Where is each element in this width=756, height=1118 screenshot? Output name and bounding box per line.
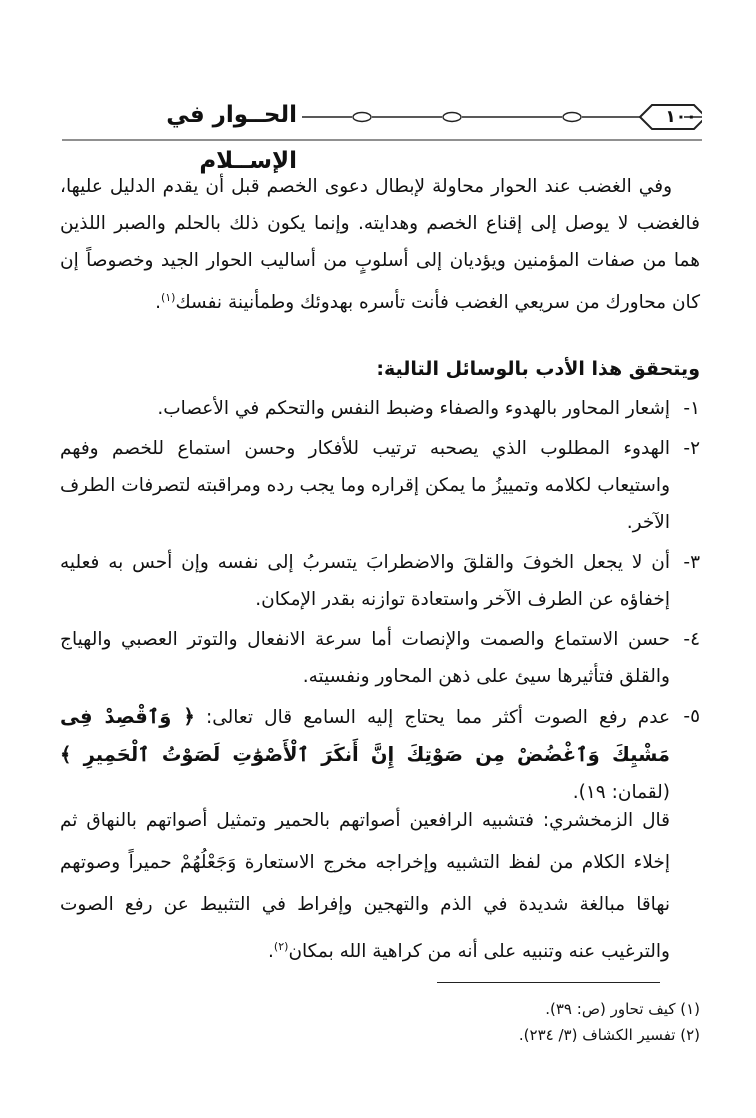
footnotes — [60, 996, 700, 1048]
list-item-5 — [60, 698, 700, 811]
verse-citation: (لقمان: ١٩). — [572, 782, 670, 803]
list-item-text: أن لا يجعل الخوفَ والقلقَ والاضطرابَ يتسربُ إلى نفسه وإن أحس به فعليه إخفاؤه عن الطرف الآخر واستعادة توازنه بقدر الإمكان. — [60, 552, 670, 610]
list-item-number: ٣- — [683, 552, 700, 573]
footnote-2: (٢) تفسير الكشاف (٣/ ٢٣٤). — [518, 1026, 700, 1044]
page-header — [62, 92, 702, 174]
list-item — [60, 621, 700, 695]
footnote-1: (١) كيف تحاور (ص: ٣٩). — [545, 1000, 700, 1018]
zamakhshari-quote — [60, 800, 670, 973]
quran-verse: ﴿ وَٱقْصِدْ فِى مَشْيِكَ وَٱغْضُضْ مِن صَوْتِكَ إِنَّ أَنكَرَ ٱلْأَصْوَٰتِ لَصَوْتُ ٱلْحَمِيرِ ﴾ — [60, 705, 670, 766]
list-item — [60, 544, 700, 618]
list-item-number: ٢- — [683, 438, 700, 459]
item5-intro: عدم رفع الصوت أكثر مما يحتاج إليه السامع قال تعالى: — [205, 707, 670, 728]
page-number: ١٠٠ — [665, 107, 697, 127]
footnote-ref-1: (١) — [160, 291, 176, 304]
paragraph-1-text: وفي الغضب عند الحوار محاولة لإبطال دعوى الخصم قبل أن يقدم الدليل عليها، فالغضب لا يوصل إلى إقناع الخصم وهدايته. وإنما يكون ذلك بالحلم والصبر اللذين هما من صفات المؤمنين ويؤديان إلى أسلوبٍ من أساليب الحوار الجيد وخصوصاً إن كان محاورك من سريعي الغضب فأنت تأسره بهدوئك وطمأنينة نفسك — [60, 176, 700, 314]
running-title: الحــوار في الإســلام — [166, 102, 297, 174]
section-heading: ويتحقق هذا الأدب بالوسائل التالية: — [376, 358, 700, 380]
paragraph-1 — [60, 168, 700, 321]
list-item-number: ٥- — [683, 706, 700, 727]
list-item-text: الهدوء المطلوب الذي يصحبه ترتيب للأفكار وحسن استماع للخصم وفهم واستيعاب لكلامه وتمييزُ ما يمكن إقراره وما يجب رده ومراقبته لتصرفات الطرف الآخر. — [60, 438, 670, 533]
list-item — [60, 430, 700, 541]
list-item-text: حسن الاستماع والصمت والإنصات أما سرعة الانفعال والتوتر العصبي والهياج والقلق فتأثيرها سيئ على ذهن المحاور ونفسيته. — [60, 629, 670, 687]
means-list — [60, 390, 700, 814]
quote-text: قال الزمخشري: فتشبيه الرافعين أصواتهم بالحمير وتمثيل أصواتهم بالنهاق ثم إخلاء الكلام من لفظ التشبيه وإخراجه مخرج الاستعارة وَجَعْلُهُمْ حميراً وصوتهم نهاقا مبالغة شديدة في الذم والتهجين وإفراط في التثبيط عن رفع الصوت والترغيب عنه وتنبيه على أنه من كراهية الله بمكان — [60, 810, 670, 963]
list-item — [60, 390, 700, 427]
list-item-number: ٤- — [683, 629, 700, 650]
footnote-divider — [437, 982, 660, 983]
quote-end: . — [268, 941, 274, 963]
footnote-ref-2: (٢) — [273, 940, 289, 953]
list-item-number: ١- — [683, 398, 700, 419]
paragraph-1-end: . — [155, 292, 161, 314]
list-item-text — [60, 698, 670, 811]
list-item-text: إشعار المحاور بالهدوء والصفاء وضبط النفس والتحكم في الأعصاب. — [157, 398, 670, 419]
